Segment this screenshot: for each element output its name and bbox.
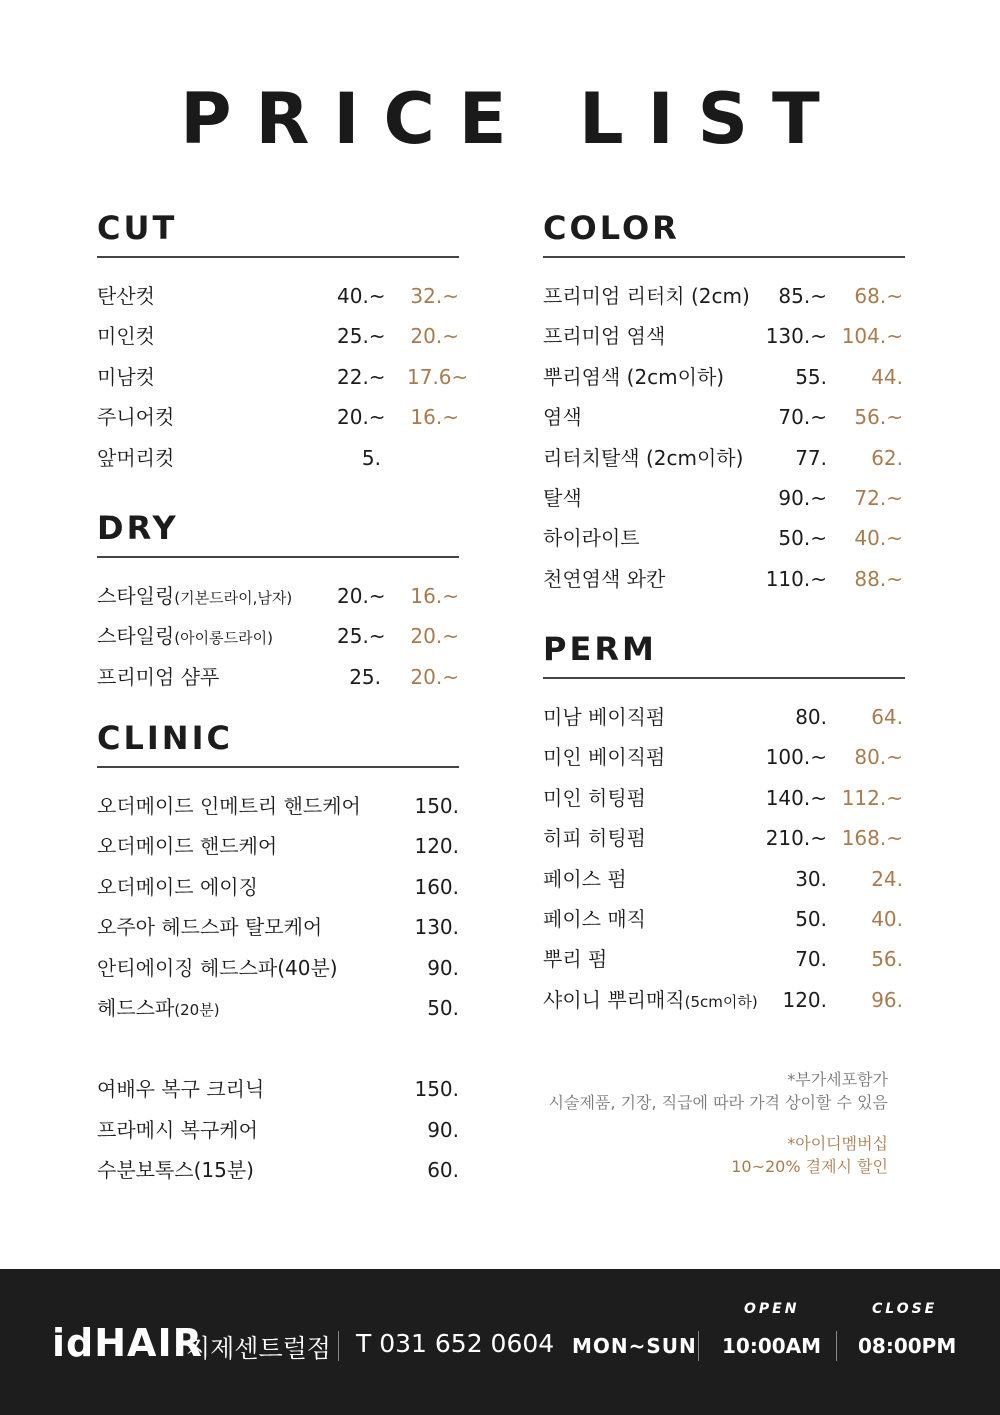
price-row (97, 397, 459, 437)
price-row (543, 357, 905, 397)
color-list (543, 276, 905, 599)
membership-discount-note: 10~20% 결제시 할인 (731, 1157, 888, 1176)
regular-price: 90. (427, 1117, 459, 1142)
member-price: 20.~ (410, 664, 459, 689)
price-row (543, 276, 905, 316)
service-name: 천연염색 와칸 (543, 566, 666, 591)
branch-name: 지제센트럴점 (186, 1334, 331, 1363)
close-label: CLOSE (872, 1301, 938, 1317)
price-row (97, 1069, 459, 1109)
regular-price: 90. (427, 955, 459, 980)
regular-price: 55. (795, 364, 827, 389)
perm-section (543, 627, 905, 1020)
service-name: 안티에이징 헤드스파(40분) (97, 955, 338, 980)
regular-price: 110.~ (765, 566, 827, 591)
member-price: 72.~ (854, 485, 903, 510)
membership-note: *아이디멤버십 (787, 1134, 888, 1153)
service-name: 미인컷 (97, 324, 155, 349)
member-price: 20.~ (410, 624, 459, 649)
price-row (543, 438, 905, 478)
page-title: PRICE LIST (180, 78, 844, 160)
open-days: MON~SUN (572, 1334, 697, 1358)
price-row (97, 988, 459, 1028)
member-price: 17.6~ (407, 364, 469, 389)
phone-number: T 031 652 0604 (356, 1329, 555, 1358)
brand-logo: idHAIR (52, 1321, 203, 1365)
regular-price: 25.~ (337, 324, 386, 349)
member-price: 88.~ (854, 566, 903, 591)
divider (338, 1331, 339, 1361)
member-price: 32.~ (410, 284, 459, 308)
open-label: OPEN (744, 1301, 800, 1317)
service-note: (아이롱드라이) (174, 629, 273, 648)
close-time: 08:00PM (858, 1334, 957, 1358)
price-row (97, 657, 459, 697)
member-price: 68.~ (854, 284, 903, 308)
color-section (543, 206, 905, 599)
perm-list (543, 697, 905, 1020)
regular-price: 70. (795, 947, 827, 972)
member-price: 44. (871, 364, 903, 389)
service-note: (20분) (174, 1000, 220, 1019)
perm-heading: PERM (543, 627, 905, 679)
service-name: 앞머리컷 (97, 445, 175, 470)
service-name: 미인 히팅펌 (543, 785, 646, 810)
price-row (543, 518, 905, 558)
regular-price: 25.~ (337, 624, 386, 649)
regular-price: 100.~ (765, 745, 827, 770)
service-name: 하이라이트 (543, 526, 640, 551)
price-row (543, 778, 905, 818)
service-name: 염색 (543, 405, 582, 430)
service-name: 미인 베이직펌 (543, 745, 666, 770)
regular-price: 5. (361, 445, 381, 470)
price-row (543, 737, 905, 777)
regular-price: 140.~ (765, 785, 827, 810)
service-name: 여배우 복구 크리닉 (97, 1077, 265, 1102)
open-time: 10:00AM (722, 1334, 822, 1358)
price-row (97, 438, 459, 478)
regular-price: 50.~ (778, 526, 827, 551)
service-name: 수분보톡스(15분) (97, 1158, 254, 1183)
member-price: 56. (871, 947, 903, 972)
clinic-gap (97, 1028, 459, 1069)
service-name: 탄산컷 (97, 284, 155, 308)
dry-heading: DRY (97, 506, 459, 558)
price-row (97, 786, 459, 826)
price-row (543, 316, 905, 356)
divider (836, 1331, 837, 1361)
regular-price: 130. (414, 915, 459, 940)
clinic-list (97, 786, 459, 1028)
member-price: 104.~ (841, 324, 903, 349)
service-name: 오주아 헤드스파 탈모케어 (97, 915, 323, 940)
regular-price: 40.~ (337, 284, 386, 308)
service-name: 샤이니 뿌리매직(5cm이하) (543, 987, 758, 1012)
price-row (543, 980, 905, 1020)
service-name: 미남컷 (97, 364, 155, 389)
service-name: 오더메이드 인메트리 핸드케어 (97, 794, 361, 818)
vat-note: *부가세포함가 (787, 1070, 888, 1089)
footer-bar (0, 1269, 1000, 1415)
member-price: 96. (871, 987, 903, 1012)
price-row (97, 316, 459, 356)
member-price: 56.~ (854, 405, 903, 430)
member-price: 16.~ (410, 405, 459, 430)
price-row (543, 859, 905, 899)
divider (698, 1331, 699, 1361)
service-name: 페이스 매직 (543, 906, 646, 931)
service-name: 스타일링(기본드라이,남자) (97, 584, 293, 608)
regular-price: 77. (795, 445, 827, 470)
price-row (97, 1110, 459, 1150)
member-price: 112.~ (841, 785, 903, 810)
dry-list (97, 576, 459, 697)
service-name: 헤드스파(20분) (97, 995, 220, 1020)
price-row (543, 559, 905, 599)
clinic-heading: CLINIC (97, 716, 459, 768)
price-row (97, 867, 459, 907)
price-row (97, 276, 459, 316)
service-name: 주니어컷 (97, 405, 175, 430)
member-price: 40. (871, 906, 903, 931)
cut-section (97, 206, 469, 478)
regular-price: 70.~ (778, 405, 827, 430)
service-name: 스타일링(아이롱드라이) (97, 624, 273, 649)
regular-price: 80. (795, 705, 827, 729)
service-name: 탈색 (543, 485, 582, 510)
service-name: 오더메이드 에이징 (97, 874, 258, 899)
dry-section (97, 506, 459, 697)
price-row (543, 697, 905, 737)
price-row (97, 948, 459, 988)
service-name: 프리미엄 리터치 (2cm) (543, 284, 750, 308)
regular-price: 30. (795, 866, 827, 891)
clinic-list-2 (97, 1069, 459, 1190)
price-row (543, 478, 905, 518)
service-name: 페이스 펌 (543, 866, 627, 891)
color-heading: COLOR (543, 206, 905, 258)
regular-price: 150. (414, 794, 459, 818)
regular-price: 20.~ (337, 405, 386, 430)
regular-price: 160. (414, 874, 459, 899)
clinic-section (97, 716, 459, 1191)
regular-price: 60. (427, 1158, 459, 1183)
regular-price: 150. (414, 1077, 459, 1102)
regular-price: 120. (414, 834, 459, 859)
member-price: 20.~ (410, 324, 459, 349)
member-price: 24. (871, 866, 903, 891)
cut-list (97, 276, 469, 478)
regular-price: 130.~ (765, 324, 827, 349)
member-price: 168.~ (841, 826, 903, 851)
service-note: (기본드라이,남자) (174, 589, 293, 607)
variation-note: 시술제품, 기장, 직급에 따라 가격 상이할 수 있음 (548, 1093, 888, 1112)
member-price: 64. (871, 705, 903, 729)
regular-price: 50. (427, 995, 459, 1020)
service-name: 뿌리염색 (2cm이하) (543, 364, 725, 389)
price-row (543, 818, 905, 858)
service-name: 오더메이드 핸드케어 (97, 834, 278, 859)
regular-price: 20.~ (337, 584, 386, 608)
regular-price: 120. (782, 987, 827, 1012)
regular-price: 50. (795, 906, 827, 931)
service-name: 프라메시 복구케어 (97, 1117, 258, 1142)
price-row (97, 826, 459, 866)
price-row (97, 357, 469, 397)
member-price: 80.~ (854, 745, 903, 770)
price-row (543, 899, 905, 939)
service-name: 미남 베이직펌 (543, 705, 666, 729)
regular-price: 85.~ (778, 284, 827, 308)
price-notes (549, 1068, 888, 1178)
service-note: (5cm이하) (684, 992, 758, 1011)
service-name: 리터치탈색 (2cm이하) (543, 445, 744, 470)
regular-price: 210.~ (765, 826, 827, 851)
price-row (97, 576, 459, 616)
regular-price: 90.~ (778, 485, 827, 510)
member-price: 62. (871, 445, 903, 470)
service-name: 프리미엄 샴푸 (97, 664, 220, 689)
price-row (97, 907, 459, 947)
service-name: 히피 히팅펌 (543, 826, 646, 851)
regular-price: 25. (349, 664, 381, 689)
price-row (543, 939, 905, 979)
member-price: 40.~ (854, 526, 903, 551)
cut-heading: CUT (97, 206, 459, 258)
member-price: 16.~ (410, 584, 459, 608)
regular-price: 22.~ (337, 364, 386, 389)
price-row (97, 616, 459, 656)
service-name: 뿌리 펌 (543, 947, 608, 972)
service-name: 프리미엄 염색 (543, 324, 666, 349)
price-row (97, 1150, 459, 1190)
price-row (543, 397, 905, 437)
